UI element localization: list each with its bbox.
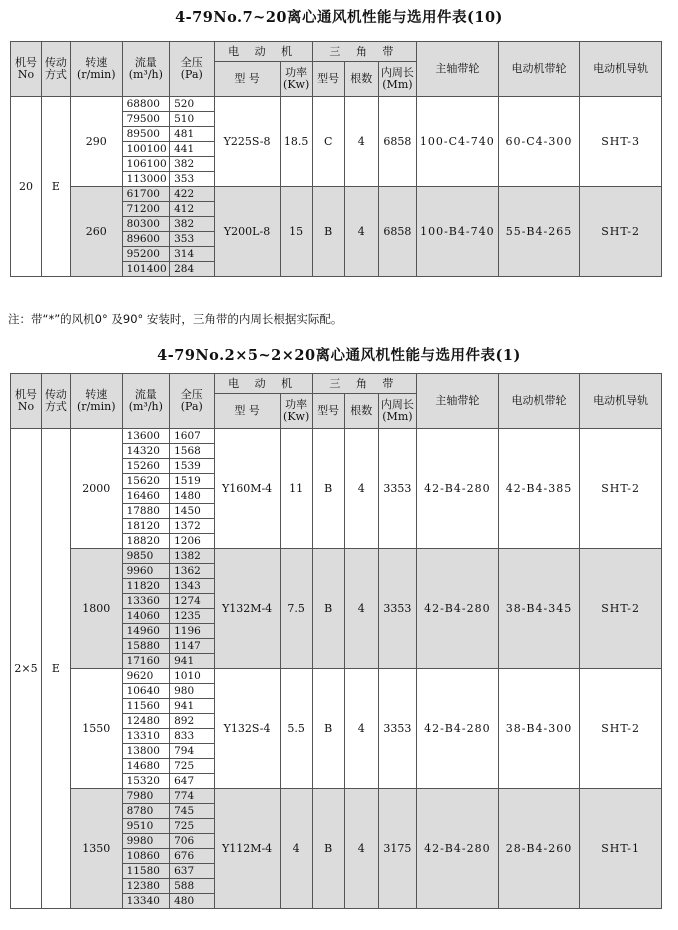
header-motor-model: 型 号 — [214, 62, 280, 97]
pressure-cell: 314 — [170, 247, 214, 262]
pressure-cell: 637 — [170, 864, 214, 879]
header-line: (Mm) — [382, 78, 413, 91]
belt-count-cell: 4 — [344, 429, 378, 549]
pressure-cell: 980 — [170, 684, 214, 699]
flow-cell: 15260 — [122, 459, 170, 474]
flow-cell: 11580 — [122, 864, 170, 879]
motor-model-cell: Y112M-4 — [214, 789, 280, 909]
header-flow — [122, 374, 170, 429]
header-line: No — [17, 68, 35, 81]
header-line: 转速 — [85, 388, 108, 401]
pressure-cell: 480 — [170, 894, 214, 909]
pressure-cell: 1568 — [170, 444, 214, 459]
header-line: 机号 — [14, 388, 37, 401]
flow-cell: 14960 — [122, 624, 170, 639]
flow-cell: 15880 — [122, 639, 170, 654]
flow-cell: 13310 — [122, 729, 170, 744]
header-line: 传动 — [44, 56, 67, 69]
flow-cell: 95200 — [122, 247, 170, 262]
pressure-cell: 1010 — [170, 669, 214, 684]
header-line: (Pa) — [180, 400, 203, 413]
header-speed — [70, 374, 122, 429]
pressure-cell: 1206 — [170, 534, 214, 549]
belt-type-cell: B — [312, 669, 344, 789]
motor-pulley-cell: 38-B4-345 — [498, 549, 580, 669]
speed-cell: 2000 — [70, 429, 122, 549]
pressure-cell: 794 — [170, 744, 214, 759]
flow-cell: 16460 — [122, 489, 170, 504]
motor-model-cell: Y200L-8 — [214, 187, 280, 277]
flow-cell: 13800 — [122, 744, 170, 759]
belt-count-cell: 4 — [344, 97, 378, 187]
footnote: 注：带“*”的风机0° 及90° 安装时，三角带的内周长根据实际配。 — [8, 312, 343, 326]
header-line: (Kw) — [283, 78, 310, 91]
speed-cell: 1350 — [70, 789, 122, 909]
belt-length-cell: 3353 — [378, 669, 416, 789]
table1-title: 4-79No.7~20离心通风机性能与选用件表(10) — [175, 9, 503, 26]
belt-type-cell: B — [312, 789, 344, 909]
pressure-cell: 382 — [170, 157, 214, 172]
speed-cell: 290 — [70, 97, 122, 187]
header-line: 内周长 — [380, 66, 414, 79]
flow-cell: 15320 — [122, 774, 170, 789]
belt-type-cell: B — [312, 429, 344, 549]
header-belt-length — [378, 62, 416, 97]
header-main-pulley: 主轴带轮 — [417, 374, 499, 429]
belt-type-cell: B — [312, 549, 344, 669]
header-power — [280, 62, 312, 97]
pressure-cell: 725 — [170, 819, 214, 834]
flow-cell: 12380 — [122, 879, 170, 894]
flow-cell: 9960 — [122, 564, 170, 579]
pressure-cell: 892 — [170, 714, 214, 729]
header-motor-group: 电 动 机 — [214, 374, 312, 394]
flow-cell: 14680 — [122, 759, 170, 774]
drive-cell: E — [41, 97, 70, 277]
flow-cell: 18120 — [122, 519, 170, 534]
header-line: (m³/h) — [128, 68, 163, 81]
pressure-cell: 1450 — [170, 504, 214, 519]
header-belt-length — [378, 394, 416, 429]
pressure-cell: 725 — [170, 759, 214, 774]
pressure-cell: 520 — [170, 97, 214, 112]
pressure-cell: 745 — [170, 804, 214, 819]
motor-model-cell: Y132S-4 — [214, 669, 280, 789]
table-row — [11, 187, 662, 202]
flow-cell: 71200 — [122, 202, 170, 217]
motor-rail-cell: SHT-2 — [580, 429, 662, 549]
header-main-pulley: 主轴带轮 — [417, 42, 499, 97]
header-belt-type: 型号 — [312, 62, 344, 97]
header-line: 全压 — [180, 56, 203, 69]
flow-cell: 9620 — [122, 669, 170, 684]
header-belt-type: 型号 — [312, 394, 344, 429]
header-motor-group: 电 动 机 — [214, 42, 312, 62]
header-belt-group: 三 角 带 — [312, 374, 416, 394]
pressure-cell: 1372 — [170, 519, 214, 534]
table2-title: 4-79No.2×5~2×20离心通风机性能与选用件表(1) — [157, 347, 521, 364]
power-cell: 5.5 — [280, 669, 312, 789]
flow-cell: 17160 — [122, 654, 170, 669]
belt-count-cell: 4 — [344, 187, 378, 277]
flow-cell: 10860 — [122, 849, 170, 864]
speed-cell: 260 — [70, 187, 122, 277]
pressure-cell: 441 — [170, 142, 214, 157]
flow-cell: 8780 — [122, 804, 170, 819]
pressure-cell: 412 — [170, 202, 214, 217]
motor-rail-cell: SHT-1 — [580, 789, 662, 909]
flow-cell: 68800 — [122, 97, 170, 112]
motor-rail-cell: SHT-2 — [580, 187, 662, 277]
flow-cell: 9980 — [122, 834, 170, 849]
motor-rail-cell: SHT-2 — [580, 669, 662, 789]
pressure-cell: 353 — [170, 172, 214, 187]
flow-cell: 7980 — [122, 789, 170, 804]
pressure-cell: 774 — [170, 789, 214, 804]
header-line: (Pa) — [180, 68, 203, 81]
header-flow — [122, 42, 170, 97]
motor-model-cell: Y160M-4 — [214, 429, 280, 549]
flow-cell: 11820 — [122, 579, 170, 594]
motor-pulley-cell: 42-B4-385 — [498, 429, 580, 549]
table-row — [11, 429, 662, 444]
motor-pulley-cell: 38-B4-300 — [498, 669, 580, 789]
pressure-cell: 1235 — [170, 609, 214, 624]
header-line: 方式 — [44, 68, 67, 81]
header-model-no — [11, 42, 42, 97]
pressure-cell: 833 — [170, 729, 214, 744]
pressure-cell: 1539 — [170, 459, 214, 474]
header-belt-group: 三 角 带 — [312, 42, 416, 62]
flow-cell: 106100 — [122, 157, 170, 172]
pressure-cell: 676 — [170, 849, 214, 864]
performance-table-1 — [10, 41, 662, 277]
pressure-cell: 941 — [170, 654, 214, 669]
header-line: 转速 — [85, 56, 108, 69]
flow-cell: 9850 — [122, 549, 170, 564]
flow-cell: 14320 — [122, 444, 170, 459]
header-pressure — [170, 42, 214, 97]
table-row — [11, 669, 662, 684]
header-line: No — [17, 400, 35, 413]
pressure-cell: 382 — [170, 217, 214, 232]
belt-length-cell: 6858 — [378, 187, 416, 277]
pressure-cell: 1607 — [170, 429, 214, 444]
header-motor-rail: 电动机导轨 — [580, 374, 662, 429]
motor-model-cell: Y225S-8 — [214, 97, 280, 187]
header-line: 机号 — [14, 56, 37, 69]
header-motor-rail: 电动机导轨 — [580, 42, 662, 97]
header-line: (r/min) — [76, 68, 116, 81]
speed-cell: 1550 — [70, 669, 122, 789]
main-pulley-cell: 42-B4-280 — [417, 429, 499, 549]
pressure-cell: 941 — [170, 699, 214, 714]
pressure-cell: 422 — [170, 187, 214, 202]
flow-cell: 89600 — [122, 232, 170, 247]
main-pulley-cell: 100-B4-740 — [417, 187, 499, 277]
header-line: 流量 — [134, 56, 157, 69]
main-pulley-cell: 42-B4-280 — [417, 789, 499, 909]
table-row — [11, 97, 662, 112]
motor-pulley-cell: 55-B4-265 — [498, 187, 580, 277]
header-power — [280, 394, 312, 429]
flow-cell: 13340 — [122, 894, 170, 909]
belt-length-cell: 3175 — [378, 789, 416, 909]
flow-cell: 100100 — [122, 142, 170, 157]
header-line: (r/min) — [76, 400, 116, 413]
header-belt-count: 根数 — [344, 394, 378, 429]
pressure-cell: 1343 — [170, 579, 214, 594]
header-pressure — [170, 374, 214, 429]
belt-count-cell: 4 — [344, 789, 378, 909]
flow-cell: 61700 — [122, 187, 170, 202]
flow-cell: 14060 — [122, 609, 170, 624]
pressure-cell: 1480 — [170, 489, 214, 504]
motor-rail-cell: SHT-3 — [580, 97, 662, 187]
motor-model-cell: Y132M-4 — [214, 549, 280, 669]
flow-cell: 12480 — [122, 714, 170, 729]
motor-pulley-cell: 60-C4-300 — [498, 97, 580, 187]
flow-cell: 11560 — [122, 699, 170, 714]
header-motor-pulley: 电动机带轮 — [498, 42, 580, 97]
power-cell: 11 — [280, 429, 312, 549]
pressure-cell: 1362 — [170, 564, 214, 579]
pressure-cell: 510 — [170, 112, 214, 127]
flow-cell: 101400 — [122, 262, 170, 277]
header-belt-count: 根数 — [344, 62, 378, 97]
flow-cell: 9510 — [122, 819, 170, 834]
header-line: (Kw) — [283, 410, 310, 423]
machine-no-cell: 2×5 — [11, 429, 42, 909]
main-pulley-cell: 42-B4-280 — [417, 669, 499, 789]
performance-table-2 — [10, 373, 662, 909]
header-line: 功率 — [285, 398, 308, 411]
header-line: 流量 — [134, 388, 157, 401]
main-pulley-cell: 100-C4-740 — [417, 97, 499, 187]
machine-no-cell: 20 — [11, 97, 42, 277]
speed-cell: 1800 — [70, 549, 122, 669]
power-cell: 18.5 — [280, 97, 312, 187]
header-motor-pulley: 电动机带轮 — [498, 374, 580, 429]
header-speed — [70, 42, 122, 97]
flow-cell: 80300 — [122, 217, 170, 232]
pressure-cell: 284 — [170, 262, 214, 277]
pressure-cell: 1519 — [170, 474, 214, 489]
belt-length-cell: 6858 — [378, 97, 416, 187]
power-cell: 7.5 — [280, 549, 312, 669]
pressure-cell: 1196 — [170, 624, 214, 639]
header-line: (m³/h) — [128, 400, 163, 413]
drive-cell: E — [41, 429, 70, 909]
pressure-cell: 1274 — [170, 594, 214, 609]
main-pulley-cell: 42-B4-280 — [417, 549, 499, 669]
pressure-cell: 588 — [170, 879, 214, 894]
flow-cell: 18820 — [122, 534, 170, 549]
flow-cell: 89500 — [122, 127, 170, 142]
flow-cell: 79500 — [122, 112, 170, 127]
header-line: 方式 — [44, 400, 67, 413]
flow-cell: 15620 — [122, 474, 170, 489]
motor-rail-cell: SHT-2 — [580, 549, 662, 669]
flow-cell: 17880 — [122, 504, 170, 519]
header-motor-model: 型 号 — [214, 394, 280, 429]
flow-cell: 13360 — [122, 594, 170, 609]
header-line: 传动 — [44, 388, 67, 401]
pressure-cell: 1147 — [170, 639, 214, 654]
pressure-cell: 481 — [170, 127, 214, 142]
header-line: 功率 — [285, 66, 308, 79]
header-drive — [41, 374, 70, 429]
belt-count-cell: 4 — [344, 669, 378, 789]
pressure-cell: 1382 — [170, 549, 214, 564]
header-model-no — [11, 374, 42, 429]
table-row — [11, 789, 662, 804]
pressure-cell: 706 — [170, 834, 214, 849]
flow-cell: 10640 — [122, 684, 170, 699]
header-drive — [41, 42, 70, 97]
belt-count-cell: 4 — [344, 549, 378, 669]
pressure-cell: 353 — [170, 232, 214, 247]
belt-type-cell: B — [312, 187, 344, 277]
table-row — [11, 549, 662, 564]
header-line: 全压 — [180, 388, 203, 401]
belt-length-cell: 3353 — [378, 429, 416, 549]
belt-length-cell: 3353 — [378, 549, 416, 669]
motor-pulley-cell: 28-B4-260 — [498, 789, 580, 909]
header-line: 内周长 — [380, 398, 414, 411]
belt-type-cell: C — [312, 97, 344, 187]
power-cell: 15 — [280, 187, 312, 277]
flow-cell: 113000 — [122, 172, 170, 187]
power-cell: 4 — [280, 789, 312, 909]
header-line: (Mm) — [382, 410, 413, 423]
flow-cell: 13600 — [122, 429, 170, 444]
pressure-cell: 647 — [170, 774, 214, 789]
